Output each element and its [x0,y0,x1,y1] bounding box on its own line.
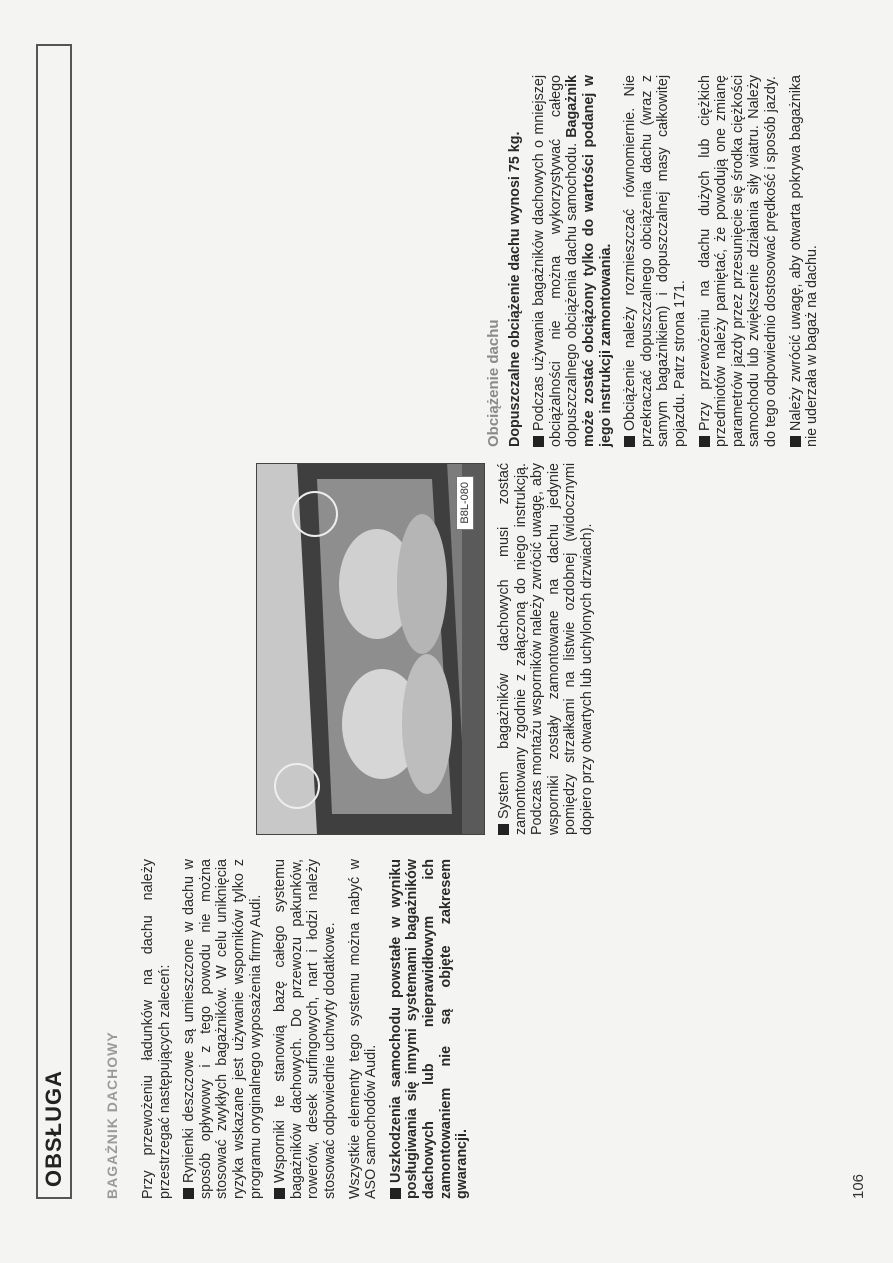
page-header-title: OBSŁUGA [41,1070,66,1187]
bullet-square-icon [624,436,635,447]
col3-lead: Dopuszczalne obciążenie dachu wynosi 75 kg. [506,131,523,447]
col2-p1-text: System bagażników dachowych musi zostać zamontowany zgodnie z załączoną do niego instrukcją. Podczas montażu wsporników należy zwrócić uwagę, aby wsporniki zostały zamontowane na dachu jedynie pomiędzy strzałkami na listwie ozdobnej (widocznymi dopiero przy otwartych lub uchylonych drzwiach). [496,463,595,835]
col3-p2-text: Obciążenie należy rozmieszczać równomiernie. Nie przekraczać dopuszczalnego obciążenia dachu (wraz z samym bagażnikiem) i dopuszczalnej masy całkowitej pojazdu. Patrz strona 171. [622,75,688,447]
col2-paragraph [496,463,596,835]
col3-p3-text: Przy przewożeniu na dachu dużych lub ciężkich przedmiotów należy pamiętać, że powodują one zmianę parametrów jazdy przez przesunięcie się środka ciężkości samochodu lub zwiększenie działania siły wiatru. Należy do tego odpowiednio dostosować prędkość i sposób jazdy. [696,75,779,447]
col1-p3-text: Wsporniki te stanowią bazę całego systemu bagażników dachowych. Do przewozu pakunków, rowerów, desek surfingowych, nart i łodzi należy stosować odpowiednie uchwyty dodatkowe. [272,859,338,1199]
col3-p4-text: Należy zwrócić uwagę, aby otwarta pokrywa bagażnika nie uderzała w bagaż na dachu. [787,75,821,447]
col1-warning [388,859,471,1199]
col3-p1a-text: Podczas używania bagażników dachowych o mniejszej obciążalności nie można wykorzystywać całego dopuszczalnego obciążenia dachu samochodu. [531,75,581,447]
bullet-square-icon [183,1188,194,1199]
col1-paragraph-4: Wszystkie elementy tego systemu można nabyć w ASO samochodów Audi. [346,859,380,1199]
col1-paragraph-2 [181,859,264,1199]
bullet-square-icon [498,824,509,835]
col1-paragraph-3 [272,859,338,1199]
col1-warning-text: Uszkodzenia samochodu powstałe w wyniku posługiwania się innymi systemami bagażników dachowych lub nieprawidłowym ich zamontowaniem nie są objęte zakresem gwarancji. [387,859,471,1199]
bullet-square-icon [790,436,801,447]
col3-paragraph-3 [697,75,780,447]
section-title: BAGAŻNIK DACHOWY [104,1031,120,1199]
column-1 [140,859,479,1199]
column-2 [496,463,604,835]
col3-paragraph-4 [788,75,821,447]
bullet-square-icon [533,436,544,447]
col3-paragraph-1 [531,75,614,447]
header-box [36,44,72,1199]
col1-p2-text: Rynienki deszczowe są umieszczone w dachu w sposób opływowy i z tego powodu nie można stosować zwykłych bagażników. W celu uniknięcia ryzyka wskazane jest używanie wsporników tylko z programu oryginalnego wyposażenia firmy Audi. [181,859,264,1199]
page-number: 106 [850,1173,867,1199]
col3-paragraph-2 [622,75,688,447]
column-3 [486,75,829,447]
car-interior-illustration [257,463,485,834]
bullet-square-icon [699,436,710,447]
col3-p1b-text: Bagażnik może zostać obciążony tylko do wartości podanej w jego instrukcji zamontowania. [564,75,614,447]
subsection-title: Obciążenie dachu [485,319,502,447]
bullet-square-icon [390,1188,401,1199]
figure-code: B8L-080 [456,476,474,530]
col1-intro: Przy przewożeniu ładunków na dachu należy przestrzegać następujących zaleceń: [140,859,173,1199]
roof-rail-photo [256,463,485,835]
bullet-square-icon [274,1188,285,1199]
